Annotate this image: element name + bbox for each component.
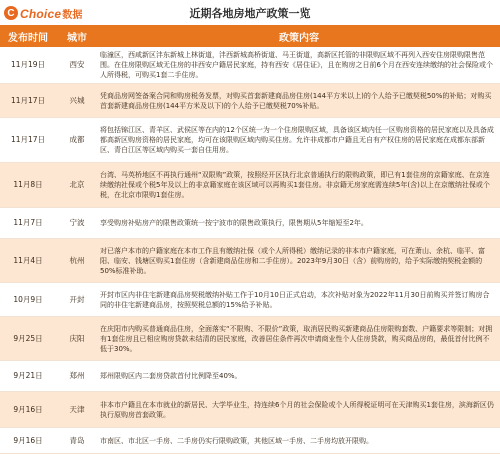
row-content: 郑州限购区内二套房贷款首付比例降至40%。 [100, 372, 242, 380]
logo-text: Choice数据 [20, 6, 83, 21]
row-date: 11月19日 [10, 60, 46, 69]
row-date: 11月8日 [13, 180, 43, 189]
row-city: 西安 [69, 60, 85, 69]
row-city: 青岛 [69, 435, 85, 445]
row-city: 庆阳 [69, 333, 85, 343]
table-row [0, 163, 500, 208]
table-row [0, 118, 500, 163]
row-content: 对已落户本市的户籍家庭在本市工作且有缴纳社保（或个人所得税）缴纳记录的非本市户籍家庭，可在萧山、余杭、临平、富阳、临安、钱塘区购买1套住房（含新建商品住房和二手住房）。2023年9月30日（含）前购房的，给予实际缴纳契税金额的50%标准补助。 [100, 246, 485, 275]
row-content: 非本市户籍且在本市就业的新居民、大学毕业生，持连续6个月的社会保险或个人所得税证明可在天津购买1套住房，滨海新区仍执行原购房首套政策。 [100, 400, 494, 419]
row-date: 11月4日 [13, 255, 43, 265]
row-date: 11月7日 [13, 218, 43, 227]
table-header [0, 25, 500, 47]
table-row [0, 84, 500, 118]
row-date: 11月17日 [10, 95, 46, 105]
table-row [0, 208, 500, 239]
row-content: 临潼区，西咸新区沣东新城上林街道，沣西新城高桥街道、马王街道，高新区托管的非限购区域不再列入西安住房限购限售范围。在住房限购区域无住房的非西安户籍居民家庭，持有西安《居住证》，且在购房之日前6个月在西安连续缴纳的社会保险或个人所得税，可购买1套二手住房。 [100, 51, 493, 79]
page-title: 近期各地房地产政策一览 [189, 7, 311, 20]
col-header-content: 政策内容 [279, 32, 319, 44]
row-city: 兴城 [69, 95, 85, 105]
table-row [0, 361, 500, 392]
row-city: 开封 [69, 294, 85, 304]
row-content: 开封市区内非住宅新建商品房契税缴纳补贴工作于10月10日正式启动，本次补贴对象为2022年11月30日前购买并签订购房合同的非住宅新建商品房，按照契税总额的15%给予补贴。 [100, 290, 490, 309]
row-date: 9月16日 [13, 404, 43, 414]
row-content: 将包括锦江区、青羊区、武侯区等在内的12个区统一为一个住房限购区域，具备该区域内任一区购房资格的居民家庭以及具备成都高新区购房资格的居民家庭，均可在该限购区域内购买住房。允许非成都市户籍且无自有产权住房的居民家庭在成都东部新区、青白江区等区域内购买一套自住用房。 [100, 126, 494, 154]
row-city: 北京 [69, 180, 85, 189]
row-date: 10月9日 [13, 294, 43, 304]
row-city: 天津 [69, 404, 85, 414]
choice-logo-icon: C [4, 6, 18, 20]
table-row [0, 392, 500, 428]
row-date: 9月21日 [13, 371, 43, 380]
page-header [0, 0, 500, 25]
row-date: 9月16日 [13, 435, 43, 445]
table-row [0, 317, 500, 361]
row-content: 享受购房补贴房产的限售政策统一按宁波市的限售政策执行，限售期从5年缩短至2年。 [100, 219, 368, 227]
row-content: 凭商品房网签备案合同和购房税务发票，对购买首套新建商品房住房(144平方米以上)的个人给予已缴契税50%的补贴；对购买首套新建商品房住房(144平方米及以下)的个人给予已缴契税70%补贴。 [100, 91, 492, 110]
row-content: 台湾、马英桥地区不再执行通州“双限购”政策，按照经开区执行北京普通执行的限购政策，即已有1套住房的京籍家庭、在京连续缴纳社保或个税5年及以上的非京籍家庭在该区域可以再购买1套住房。非京籍无房家庭需连续5年(含)以上在京缴纳社保或个税，在北京市限购1套住房。 [100, 171, 490, 199]
col-header-city: 城市 [67, 32, 87, 44]
row-date: 11月17日 [10, 135, 46, 144]
policy-table [0, 47, 500, 454]
row-city: 杭州 [69, 255, 85, 265]
row-content: 市南区、市北区一手房、二手房仍实行限购政策，其他区域一手房、二手房均放开限购。 [100, 436, 373, 445]
table-row [0, 428, 500, 454]
table-row [0, 239, 500, 283]
row-city: 成都 [69, 135, 85, 144]
row-content: 在庆阳市内购买普通商品住房，全面落实“不限购、不限价”政策，取消居民购买新建商品住房限购套数、户籍要求等限制；对拥有1套住房且已相应购房贷款未结清的居民家庭，改善居住条件再次申请商业性个人住房贷款，购买商品房的，最低首付比例不低于30%。 [100, 324, 493, 353]
row-city: 郑州 [69, 371, 85, 380]
col-header-date: 发布时间 [8, 32, 48, 44]
row-date: 9月25日 [13, 333, 43, 343]
row-city: 宁波 [69, 218, 85, 227]
table-row [0, 47, 500, 84]
table-row [0, 283, 500, 317]
